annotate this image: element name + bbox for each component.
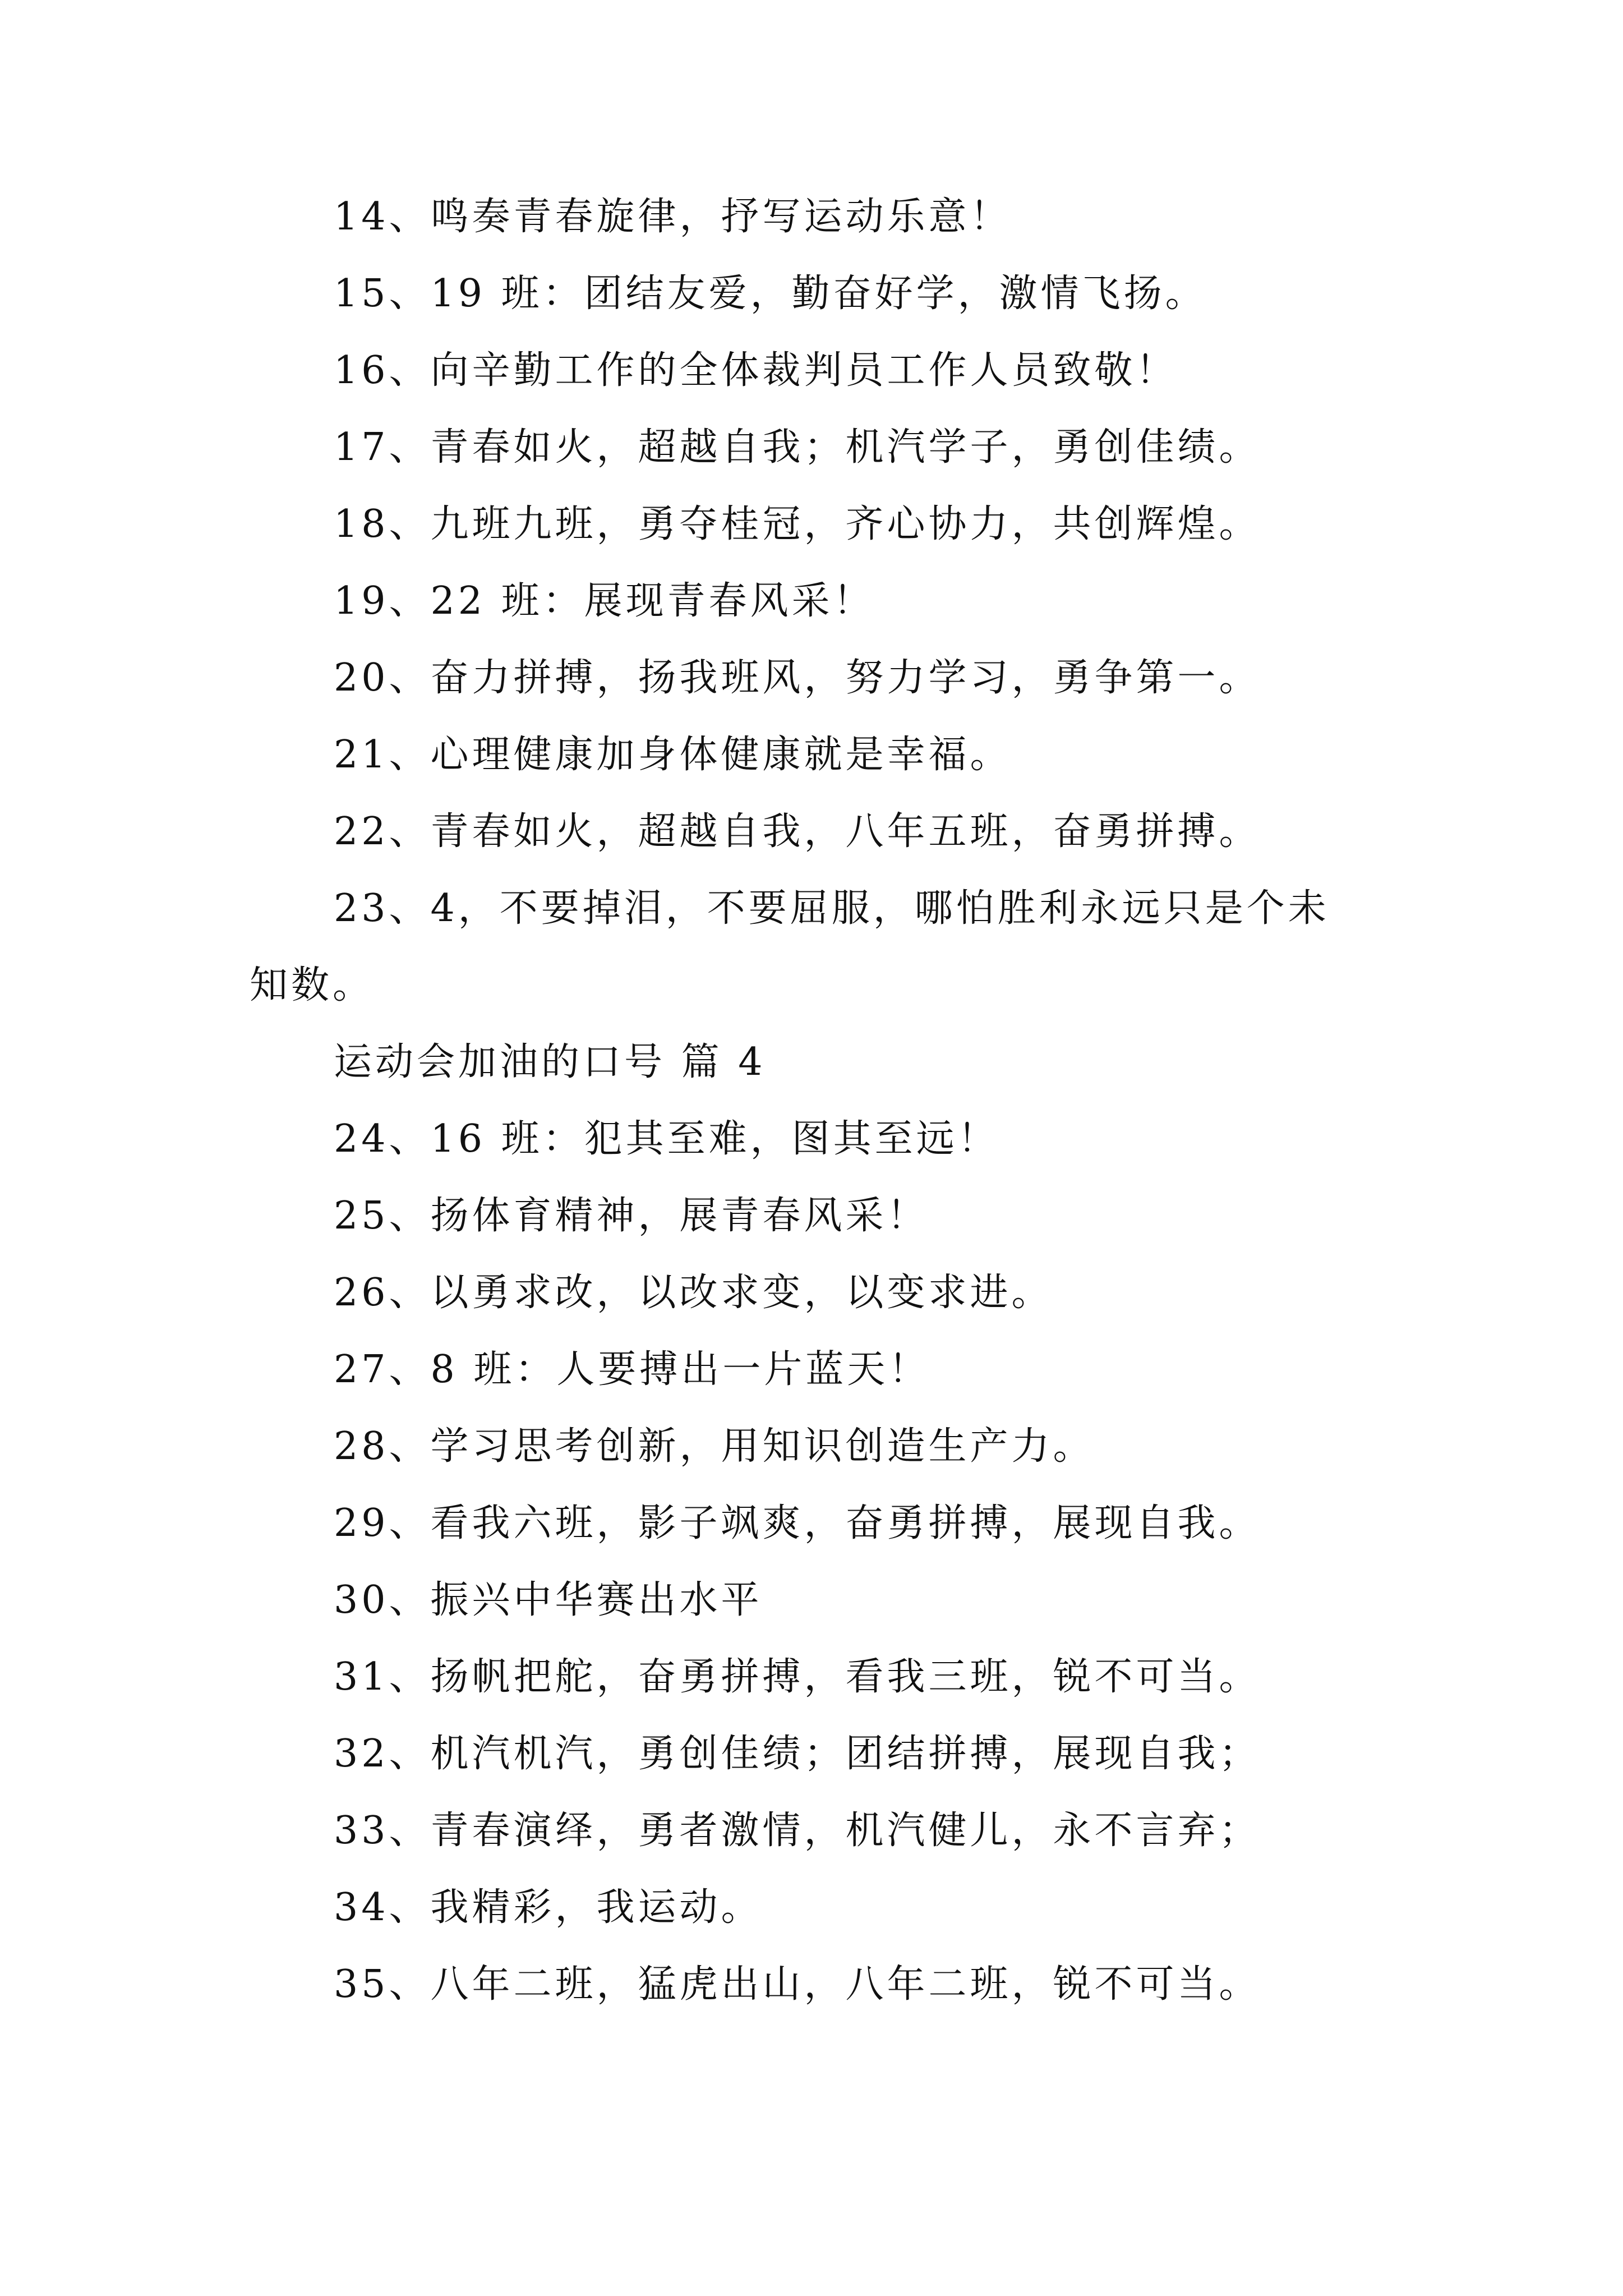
- slogan-29: 29、看我六班，影子飒爽，奋勇拼搏，展现自我。: [334, 1501, 1261, 1545]
- slogan-30: 30、振兴中华赛出水平: [334, 1578, 763, 1622]
- slogan-15: 15、19 班：团结友爱，勤奋好学，激情飞扬。: [334, 272, 1207, 316]
- slogan-22: 22、青春如火，超越自我，八年五班，奋勇拼搏。: [334, 809, 1261, 854]
- slogan-25: 25、扬体育精神，展青春风采！: [334, 1194, 929, 1238]
- slogan-21: 21、心理健康加身体健康就是幸福。: [334, 733, 1012, 777]
- slogan-17: 17、青春如火，超越自我；机汽学子，勇创佳绩。: [334, 425, 1261, 470]
- slogan-list: [250, 178, 1394, 2023]
- slogan-14: 14、鸣奏青春旋律，抒写运动乐意！: [334, 195, 1012, 239]
- slogan-34: 34、我精彩，我运动。: [334, 1885, 763, 1930]
- slogan-24: 24、16 班：犯其至难，图其至远！: [334, 1117, 999, 1161]
- slogan-33: 33、青春演绎，勇者激情，机汽健儿，永不言弃；: [334, 1809, 1261, 1853]
- slogan-19: 19、22 班：展现青春风采！: [334, 579, 875, 623]
- slogan-23-continuation: 知数。: [250, 963, 375, 1007]
- slogan-27: 27、8 班：人要搏出一片蓝天！: [334, 1347, 930, 1392]
- slogan-20: 20、奋力拼搏，扬我班风，努力学习，勇争第一。: [334, 656, 1261, 700]
- slogan-26: 26、以勇求改，以改求变，以变求进。: [334, 1271, 1053, 1315]
- slogan-28: 28、学习思考创新，用知识创造生产力。: [334, 1424, 1095, 1469]
- section-heading: 运动会加油的口号 篇 4: [334, 1040, 766, 1084]
- slogan-23: 23、4，不要掉泪，不要屈服，哪怕胜利永远只是个未: [334, 886, 1330, 931]
- slogan-18: 18、九班九班，勇夺桂冠，齐心协力，共创辉煌。: [334, 502, 1261, 546]
- slogan-16: 16、向辛勤工作的全体裁判员工作人员致敬！: [334, 348, 1178, 393]
- slogan-31: 31、扬帆把舵，奋勇拼搏，看我三班，锐不可当。: [334, 1655, 1261, 1699]
- slogan-35: 35、八年二班，猛虎出山，八年二班，锐不可当。: [334, 1962, 1261, 2007]
- slogan-32: 32、机汽机汽，勇创佳绩；团结拼搏，展现自我；: [334, 1732, 1261, 1776]
